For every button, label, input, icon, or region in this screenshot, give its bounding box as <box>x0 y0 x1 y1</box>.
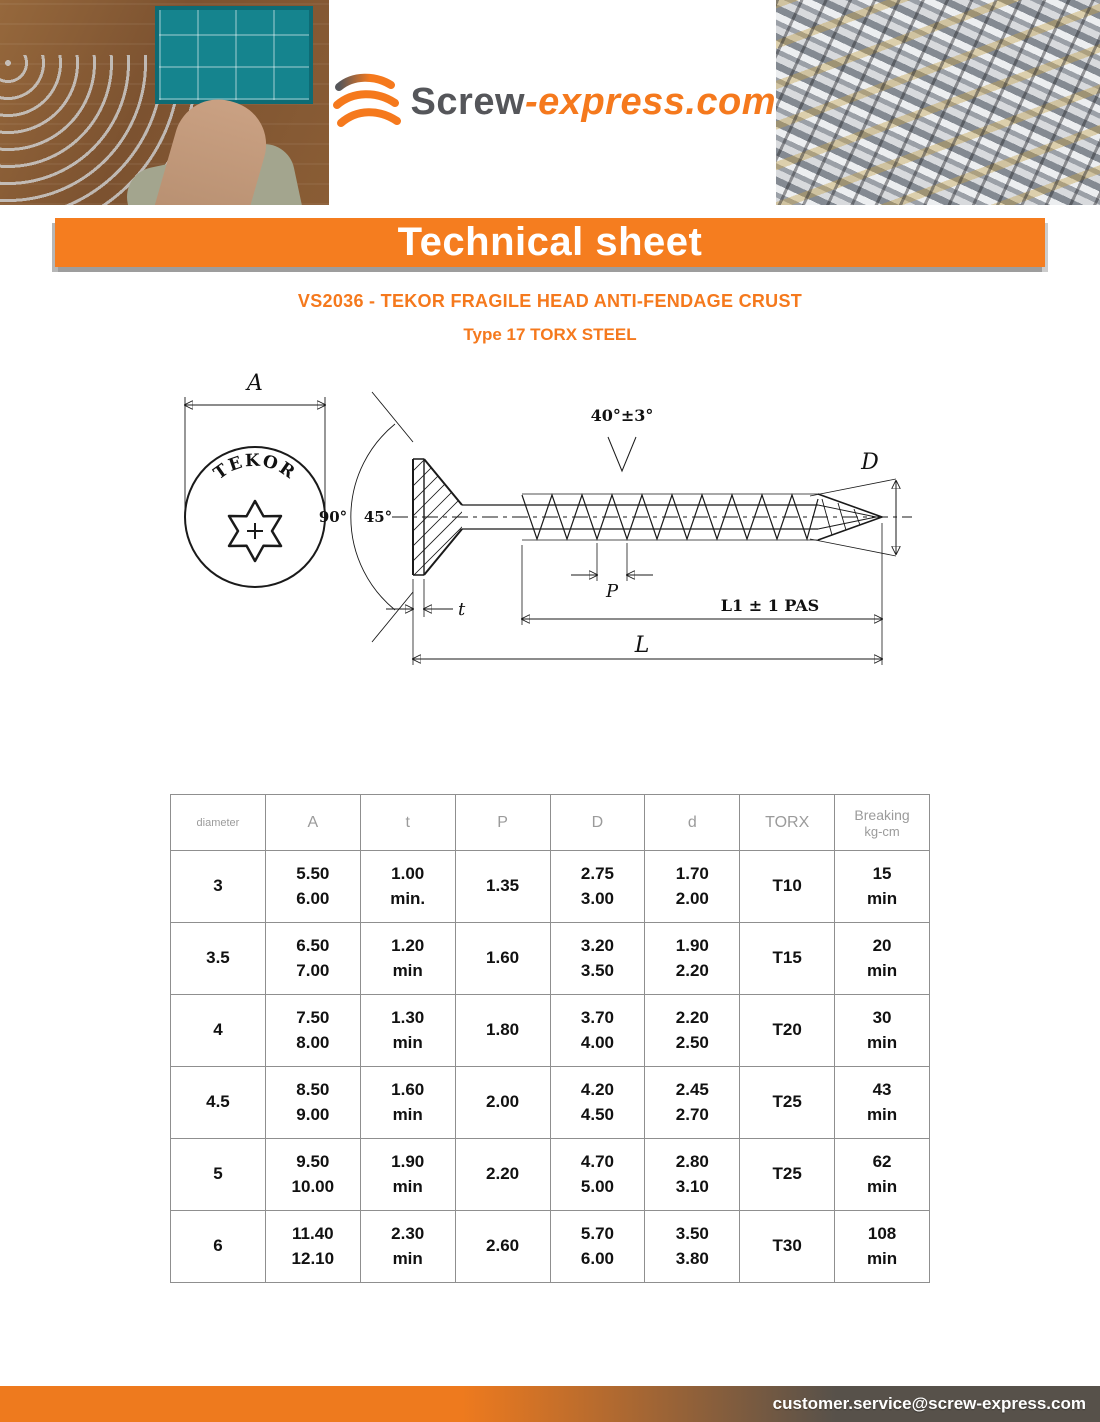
table-cell: T25 <box>740 1139 835 1211</box>
logo-suffix: -express.com <box>525 81 777 123</box>
table-cell: 1.90 min <box>360 1139 455 1211</box>
table-cell: 6.50 7.00 <box>265 923 360 995</box>
dim-t-label: t <box>458 599 466 620</box>
table-cell: 2.20 2.50 <box>645 995 740 1067</box>
column-header: t <box>360 795 455 851</box>
column-header: D <box>550 795 645 851</box>
logo <box>329 0 776 205</box>
screws-pile-photo <box>776 0 1100 205</box>
table-cell: 1.30 min <box>360 995 455 1067</box>
table-cell: 15 min <box>835 851 930 923</box>
table-cell: 3.5 <box>171 923 266 995</box>
parts-tray-decoration <box>155 6 313 104</box>
dim-D-label: D <box>861 450 879 475</box>
column-header: diameter <box>171 795 266 851</box>
table-cell: 9.50 10.00 <box>265 1139 360 1211</box>
table-cell: T15 <box>740 923 835 995</box>
product-subtitle: Type 17 TORX STEEL <box>463 325 637 344</box>
table-cell: 62 min <box>835 1139 930 1211</box>
screw-technical-drawing <box>170 359 930 714</box>
table-cell: 3.70 4.00 <box>550 995 645 1067</box>
banner-title: Technical sheet <box>397 220 703 264</box>
table-cell: 1.80 <box>455 995 550 1067</box>
table-row <box>171 1139 930 1211</box>
table-cell: 1.90 2.20 <box>645 923 740 995</box>
table-cell: 1.20 min <box>360 923 455 995</box>
table-cell: 2.30 min <box>360 1211 455 1283</box>
table-cell: 2.75 3.00 <box>550 851 645 923</box>
angle-90-label: 90° <box>318 508 348 526</box>
dim-P-label: P <box>605 581 619 602</box>
banner <box>55 218 1045 267</box>
thread-angle-label: 40°±3° <box>590 406 654 425</box>
table-cell: 4.5 <box>171 1067 266 1139</box>
spec-table-body <box>171 851 930 1283</box>
contact-email-link[interactable]: customer.service@screw-express.com <box>772 1394 1086 1413</box>
column-header: Breaking kg-cm <box>835 795 930 851</box>
table-cell: 1.60 min <box>360 1067 455 1139</box>
spec-table <box>170 794 930 1283</box>
table-row <box>171 995 930 1067</box>
column-header: d <box>645 795 740 851</box>
table-cell: 3.20 3.50 <box>550 923 645 995</box>
table-row <box>171 923 930 995</box>
table-cell: T30 <box>740 1211 835 1283</box>
column-header: A <box>265 795 360 851</box>
angle-45-label: 45° <box>363 508 393 526</box>
table-cell: 2.60 <box>455 1211 550 1283</box>
dim-A-label: A <box>247 371 263 396</box>
spec-table-header-row <box>171 795 930 851</box>
table-cell: 1.70 2.00 <box>645 851 740 923</box>
dim-L1-label: L1 ± 1 PAS <box>720 596 820 615</box>
table-cell: 43 min <box>835 1067 930 1139</box>
table-cell: 3.50 3.80 <box>645 1211 740 1283</box>
workbench-photo <box>0 0 329 205</box>
table-cell: 30 min <box>835 995 930 1067</box>
table-cell: 4.20 4.50 <box>550 1067 645 1139</box>
table-cell: 5.70 6.00 <box>550 1211 645 1283</box>
table-cell: T25 <box>740 1067 835 1139</box>
table-cell: 2.45 2.70 <box>645 1067 740 1139</box>
table-row <box>171 851 930 923</box>
table-cell: 3 <box>171 851 266 923</box>
table-cell: T20 <box>740 995 835 1067</box>
table-cell: 1.00 min. <box>360 851 455 923</box>
tekor-brand-mark: TEKOR <box>210 450 300 484</box>
table-cell: 1.35 <box>455 851 550 923</box>
logo-text <box>411 81 776 124</box>
dim-L-label: L <box>634 633 650 658</box>
table-row <box>171 1067 930 1139</box>
table-cell: 5 <box>171 1139 266 1211</box>
table-cell: 1.60 <box>455 923 550 995</box>
table-row <box>171 1211 930 1283</box>
table-cell: 4 <box>171 995 266 1067</box>
table-cell: 20 min <box>835 923 930 995</box>
table-cell: 4.70 5.00 <box>550 1139 645 1211</box>
column-header: TORX <box>740 795 835 851</box>
product-title: VS2036 - TEKOR FRAGILE HEAD ANTI-FENDAGE CRUST <box>297 291 803 311</box>
footer-bar <box>0 1386 1100 1422</box>
table-cell: 2.20 <box>455 1139 550 1211</box>
page-header <box>0 0 1100 205</box>
table-cell: 5.50 6.00 <box>265 851 360 923</box>
table-cell: 8.50 9.00 <box>265 1067 360 1139</box>
table-cell: 108 min <box>835 1211 930 1283</box>
table-cell: 7.50 8.00 <box>265 995 360 1067</box>
table-cell: 6 <box>171 1211 266 1283</box>
table-cell: 11.40 12.10 <box>265 1211 360 1283</box>
table-cell: 2.80 3.10 <box>645 1139 740 1211</box>
table-cell: T10 <box>740 851 835 923</box>
column-header: P <box>455 795 550 851</box>
screw-express-swoosh-icon <box>329 71 403 135</box>
table-cell: 2.00 <box>455 1067 550 1139</box>
logo-brand: Screw <box>410 81 526 123</box>
